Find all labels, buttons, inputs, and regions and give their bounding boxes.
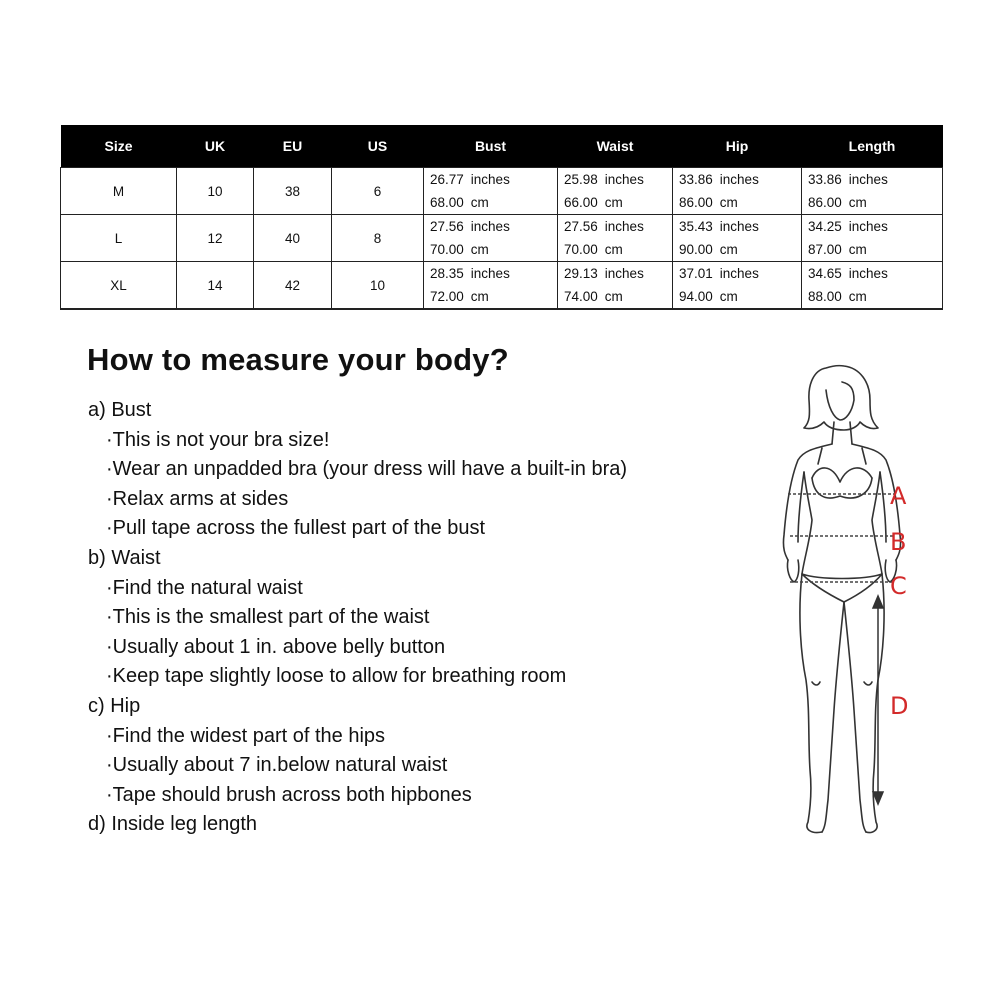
cell-bust-in: 26.77 inches — [424, 168, 558, 192]
cell-waist-in: 27.56 inches — [558, 215, 673, 239]
body-measurement-figure — [760, 360, 950, 850]
cell-eu: 42 — [254, 262, 332, 310]
cell-hip-cm: 94.00 cm — [673, 285, 802, 309]
table-row — [61, 262, 943, 286]
cell-waist-in: 29.13 inches — [558, 262, 673, 286]
header-bust: Bust — [424, 125, 558, 168]
cell-uk: 14 — [177, 262, 254, 310]
cell-hip-in: 33.86 inches — [673, 168, 802, 192]
table-row — [61, 168, 943, 192]
header-hip: Hip — [673, 125, 802, 168]
header-uk: UK — [177, 125, 254, 168]
list-item: ·Tape should brush across both hipbones — [106, 783, 472, 806]
cell-us: 8 — [332, 215, 424, 262]
measurement-instructions — [88, 396, 708, 840]
list-item: ·Usually about 7 in.below natural waist — [106, 754, 448, 777]
cell-bust-in: 28.35 inches — [424, 262, 558, 286]
header-eu: EU — [254, 125, 332, 168]
section-bust-label: a) Bust — [88, 399, 152, 421]
list-item: ·Usually about 1 in. above belly button — [106, 635, 446, 658]
cell-hip-in: 37.01 inches — [673, 262, 802, 286]
cell-eu: 40 — [254, 215, 332, 262]
section-waist-label: b) Waist — [88, 546, 161, 569]
list-item: ·Keep tape slightly loose to allow for breathing room — [106, 665, 567, 688]
cell-uk: 12 — [177, 215, 254, 262]
cell-size: XL — [61, 262, 177, 310]
cell-hip-cm: 86.00 cm — [673, 191, 802, 215]
cell-length-cm: 87.00 cm — [802, 238, 943, 262]
cell-bust-cm: 72.00 cm — [424, 285, 558, 309]
cell-hip-cm: 90.00 cm — [673, 238, 802, 262]
cell-uk: 10 — [177, 168, 254, 215]
label-c: C — [890, 572, 907, 600]
header-length: Length — [802, 125, 943, 168]
list-item: ·Pull tape across the fullest part of the bust — [106, 517, 486, 540]
cell-length-in: 34.25 inches — [802, 215, 943, 239]
label-d: D — [890, 692, 909, 720]
list-item: ·This is the smallest part of the waist — [106, 606, 430, 629]
list-item: ·Find the natural waist — [106, 576, 303, 599]
table-row — [61, 215, 943, 239]
cell-us: 10 — [332, 262, 424, 310]
section-inside-leg-label: d) Inside leg length — [88, 813, 258, 836]
cell-size: L — [61, 215, 177, 262]
cell-bust-cm: 70.00 cm — [424, 238, 558, 262]
label-b: B — [890, 528, 907, 556]
list-item: ·Wear an unpadded bra (your dress will have a built-in bra) — [106, 458, 628, 481]
cell-bust-in: 27.56 inches — [424, 215, 558, 239]
table-header-row — [61, 125, 943, 168]
cell-length-cm: 88.00 cm — [802, 285, 943, 309]
cell-us: 6 — [332, 168, 424, 215]
header-us: US — [332, 125, 424, 168]
header-size: Size — [61, 125, 177, 168]
cell-waist-cm: 66.00 cm — [558, 191, 673, 215]
cell-hip-in: 35.43 inches — [673, 215, 802, 239]
list-item: ·This is not your bra size! — [106, 428, 330, 451]
header-waist: Waist — [558, 125, 673, 168]
cell-length-cm: 86.00 cm — [802, 191, 943, 215]
cell-eu: 38 — [254, 168, 332, 215]
cell-size: M — [61, 168, 177, 215]
list-item: ·Find the widest part of the hips — [106, 724, 386, 747]
list-item: ·Relax arms at sides — [106, 487, 289, 510]
cell-waist-in: 25.98 inches — [558, 168, 673, 192]
section-hip-label: c) Hip — [88, 694, 141, 717]
cell-bust-cm: 68.00 cm — [424, 191, 558, 215]
label-a: A — [890, 482, 907, 510]
cell-waist-cm: 74.00 cm — [558, 285, 673, 309]
size-chart-table — [60, 125, 943, 310]
cell-length-in: 34.65 inches — [802, 262, 943, 286]
cell-waist-cm: 70.00 cm — [558, 238, 673, 262]
measure-guide-title: How to measure your body? — [87, 342, 509, 377]
cell-length-in: 33.86 inches — [802, 168, 943, 192]
